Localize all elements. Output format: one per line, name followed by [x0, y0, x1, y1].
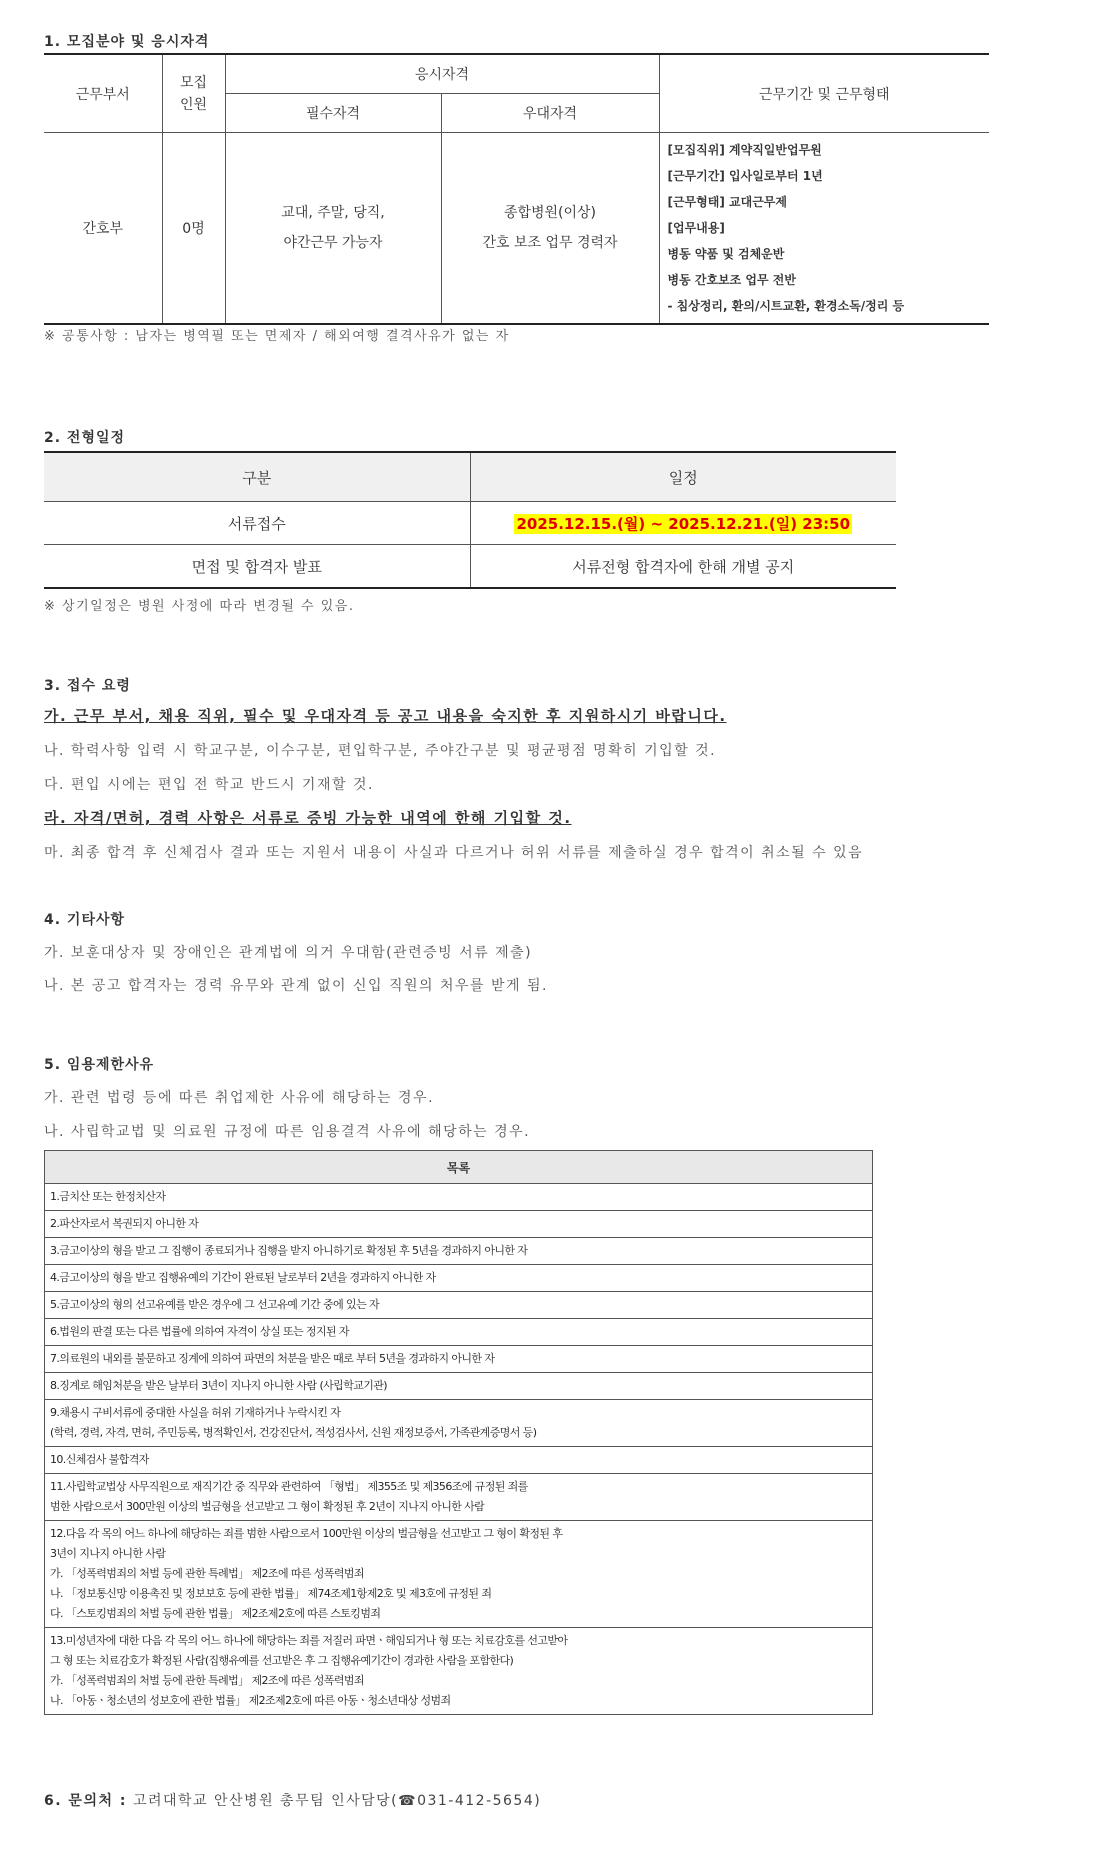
contact-label: 6. 문의처 :: [44, 1793, 127, 1809]
restrict-item: 가. 관련 법령 등에 따른 취업제한 사유에 해당하는 경우.: [44, 1090, 435, 1106]
cell-count: 0명: [162, 133, 225, 325]
cell-period: [659, 133, 989, 325]
etc-item: 가. 보훈대상자 및 장애인은 관계법에 의거 우대함(관련증빙 서류 제출): [44, 945, 533, 961]
preferred-line-1: 종합병원(이상): [503, 205, 597, 221]
header-required: 필수자격: [225, 94, 441, 133]
apply-item: 가. 근무 부서, 채용 직위, 필수 및 우대자격 등 공고 내용을 숙지한 후 지원하시기 바랍니다.: [44, 707, 727, 725]
period-line: - 침상정리, 환의/시트교환, 환경소독/정리 등: [667, 299, 905, 313]
header-category: 구분: [44, 452, 470, 502]
restrict-item: 나. 사립학교법 및 의료원 규정에 따른 임용결격 사유에 해당하는 경우.: [44, 1124, 531, 1140]
list-row: 9.채용시 구비서류에 중대한 사실을 허위 기재하거나 누락시킨 자 (학력, 경력, 자격, 면허, 주민등록, 병적확인서, 건강진단서, 적성검사서, 신원 재정보증서, 가족관계증명서 등): [45, 1400, 873, 1447]
apply-item: 나. 학력사항 입력 시 학교구분, 이수구분, 편입학구분, 주야간구분 및 평균평점 명확히 기입할 것.: [44, 743, 717, 759]
list-row: 11.사립학교법상 사무직원으로 재직기간 중 직무와 관련하여 「형법」 제355조 및 제356조에 규정된 죄를 범한 사람으로서 300만원 이상의 벌금형을 선고받고 그 형이 확정된 후 2년이 지나지 아니한 사람: [45, 1474, 873, 1521]
schedule-category: 면접 및 합격자 발표: [44, 545, 470, 589]
header-period: 근무기간 및 근무형태: [659, 54, 989, 133]
list-row: 5.금고이상의 형의 선고유예를 받은 경우에 그 선고유예 기간 중에 있는 자: [45, 1292, 873, 1319]
period-line: [근무형태] 교대근무제: [667, 195, 787, 209]
schedule-date: 서류전형 합격자에 한해 개별 공지: [470, 545, 896, 589]
schedule-note: ※ 상기일정은 병원 사정에 따라 변경될 수 있음.: [44, 599, 355, 614]
apply-item: 다. 편입 시에는 편입 전 학교 반드시 기재할 것.: [44, 777, 374, 793]
list-row: 13.미성년자에 대한 다음 각 목의 어느 하나에 해당하는 죄를 저질러 파면ㆍ해임되거나 형 또는 치료감호를 선고받아 그 형 또는 치료감호가 확정된 사람(집행유예를 선고받은 후 그 집행유예기간이 경과한 사람을 포함한다) 가. 「성폭력범죄의 처벌 등에 관한 특례법」 제2조에 따른 성폭력범죄 나. 「아동ㆍ청소년의 성보호에 관한 법률」 제2조제2호에 따른 아동ㆍ청소년대상 성범죄: [45, 1628, 873, 1715]
schedule-date: [470, 502, 896, 545]
period-line: 병동 간호보조 업무 전반: [667, 273, 796, 287]
list-row: 6.법원의 판결 또는 다른 법률에 의하여 자격이 상실 또는 정지된 자: [45, 1319, 873, 1346]
header-qualification: 응시자격: [225, 54, 659, 94]
header-schedule: 일정: [470, 452, 896, 502]
section-title-etc: 4. 기타사항: [44, 912, 126, 928]
period-line: [업무내용]: [667, 221, 725, 235]
list-row: 1.금치산 또는 한정치산자: [45, 1184, 873, 1211]
required-line-2: 야간근무 가능자: [283, 235, 383, 251]
header-count: 모집 인원: [162, 54, 225, 133]
recruit-table: [44, 53, 989, 325]
schedule-table: [44, 451, 896, 589]
list-row: 3.금고이상의 형을 받고 그 집행이 종료되거나 집행을 받지 아니하기로 확정된 후 5년을 경과하지 아니한 자: [45, 1238, 873, 1265]
header-list: 목록: [45, 1151, 873, 1184]
list-row: 10.신체검사 불합격자: [45, 1447, 873, 1474]
cell-required: [225, 133, 441, 325]
apply-item: 라. 자격/면허, 경력 사항은 서류로 증빙 가능한 내역에 한해 기입할 것.: [44, 809, 572, 827]
apply-item: 마. 최종 합격 후 신체검사 결과 또는 지원서 내용이 사실과 다르거나 허위 서류를 제출하실 경우 합격이 취소될 수 있음: [44, 845, 864, 861]
period-line: [모집직위] 계약직일반업무원: [667, 143, 822, 157]
etc-item: 나. 본 공고 합격자는 경력 유무와 관계 없이 신입 직원의 처우를 받게 됨.: [44, 978, 548, 994]
common-note: ※ 공통사항 : 남자는 병역필 또는 면제자 / 해외여행 결격사유가 없는 자: [44, 329, 510, 344]
highlighted-date: 2025.12.15.(월) ~ 2025.12.21.(일) 23:50: [516, 514, 851, 533]
cell-dept: 간호부: [44, 133, 162, 325]
required-line-1: 교대, 주말, 당직,: [281, 205, 385, 221]
schedule-category: 서류접수: [44, 502, 470, 545]
list-row: 2.파산자로서 복권되지 아니한 자: [45, 1211, 873, 1238]
contact-info: [44, 1790, 541, 1810]
header-preferred: 우대자격: [441, 94, 659, 133]
list-row: 12.다음 각 목의 어느 하나에 해당하는 죄를 범한 사람으로서 100만원 이상의 벌금형을 선고받고 그 형이 확정된 후 3년이 지나지 아니한 사람 가. 「성폭력범죄의 처벌 등에 관한 특례법」 제2조에 따른 성폭력범죄 나. 「정보통신망 이용촉진 및 정보보호 등에 관한 법률」 제74조제1항제2호 및 제3호에 규정된 죄 다. 「스토킹범죄의 처벌 등에 관한 법률」 제2조제2호에 따른 스토킹범죄: [45, 1521, 873, 1628]
section-title-apply: 3. 접수 요령: [44, 678, 131, 694]
preferred-line-2: 간호 보조 업무 경력자: [482, 235, 618, 251]
section-title-schedule: 2. 전형일정: [44, 430, 126, 446]
list-row: 8.징계로 해임처분을 받은 날부터 3년이 지나지 아니한 사람 (사립학교기관): [45, 1373, 873, 1400]
cell-preferred: [441, 133, 659, 325]
section-title-recruit: 1. 모집분야 및 응시자격: [44, 34, 210, 50]
list-row: 7.의료원의 내외를 불문하고 징계에 의하여 파면의 처분을 받은 때로 부터 5년을 경과하지 아니한 자: [45, 1346, 873, 1373]
period-line: [근무기간] 입사일로부터 1년: [667, 169, 823, 183]
period-line: 병동 약품 및 검체운반: [667, 247, 785, 261]
contact-text: 고려대학교 안산병원 총무팀 인사담당(☎031-412-5654): [132, 1793, 542, 1809]
list-row: 4.금고이상의 형을 받고 집행유예의 기간이 완료된 날로부터 2년을 경과하지 아니한 자: [45, 1265, 873, 1292]
disqualification-table: [44, 1150, 873, 1715]
section-title-restrict: 5. 임용제한사유: [44, 1057, 155, 1073]
header-dept: 근무부서: [44, 54, 162, 133]
